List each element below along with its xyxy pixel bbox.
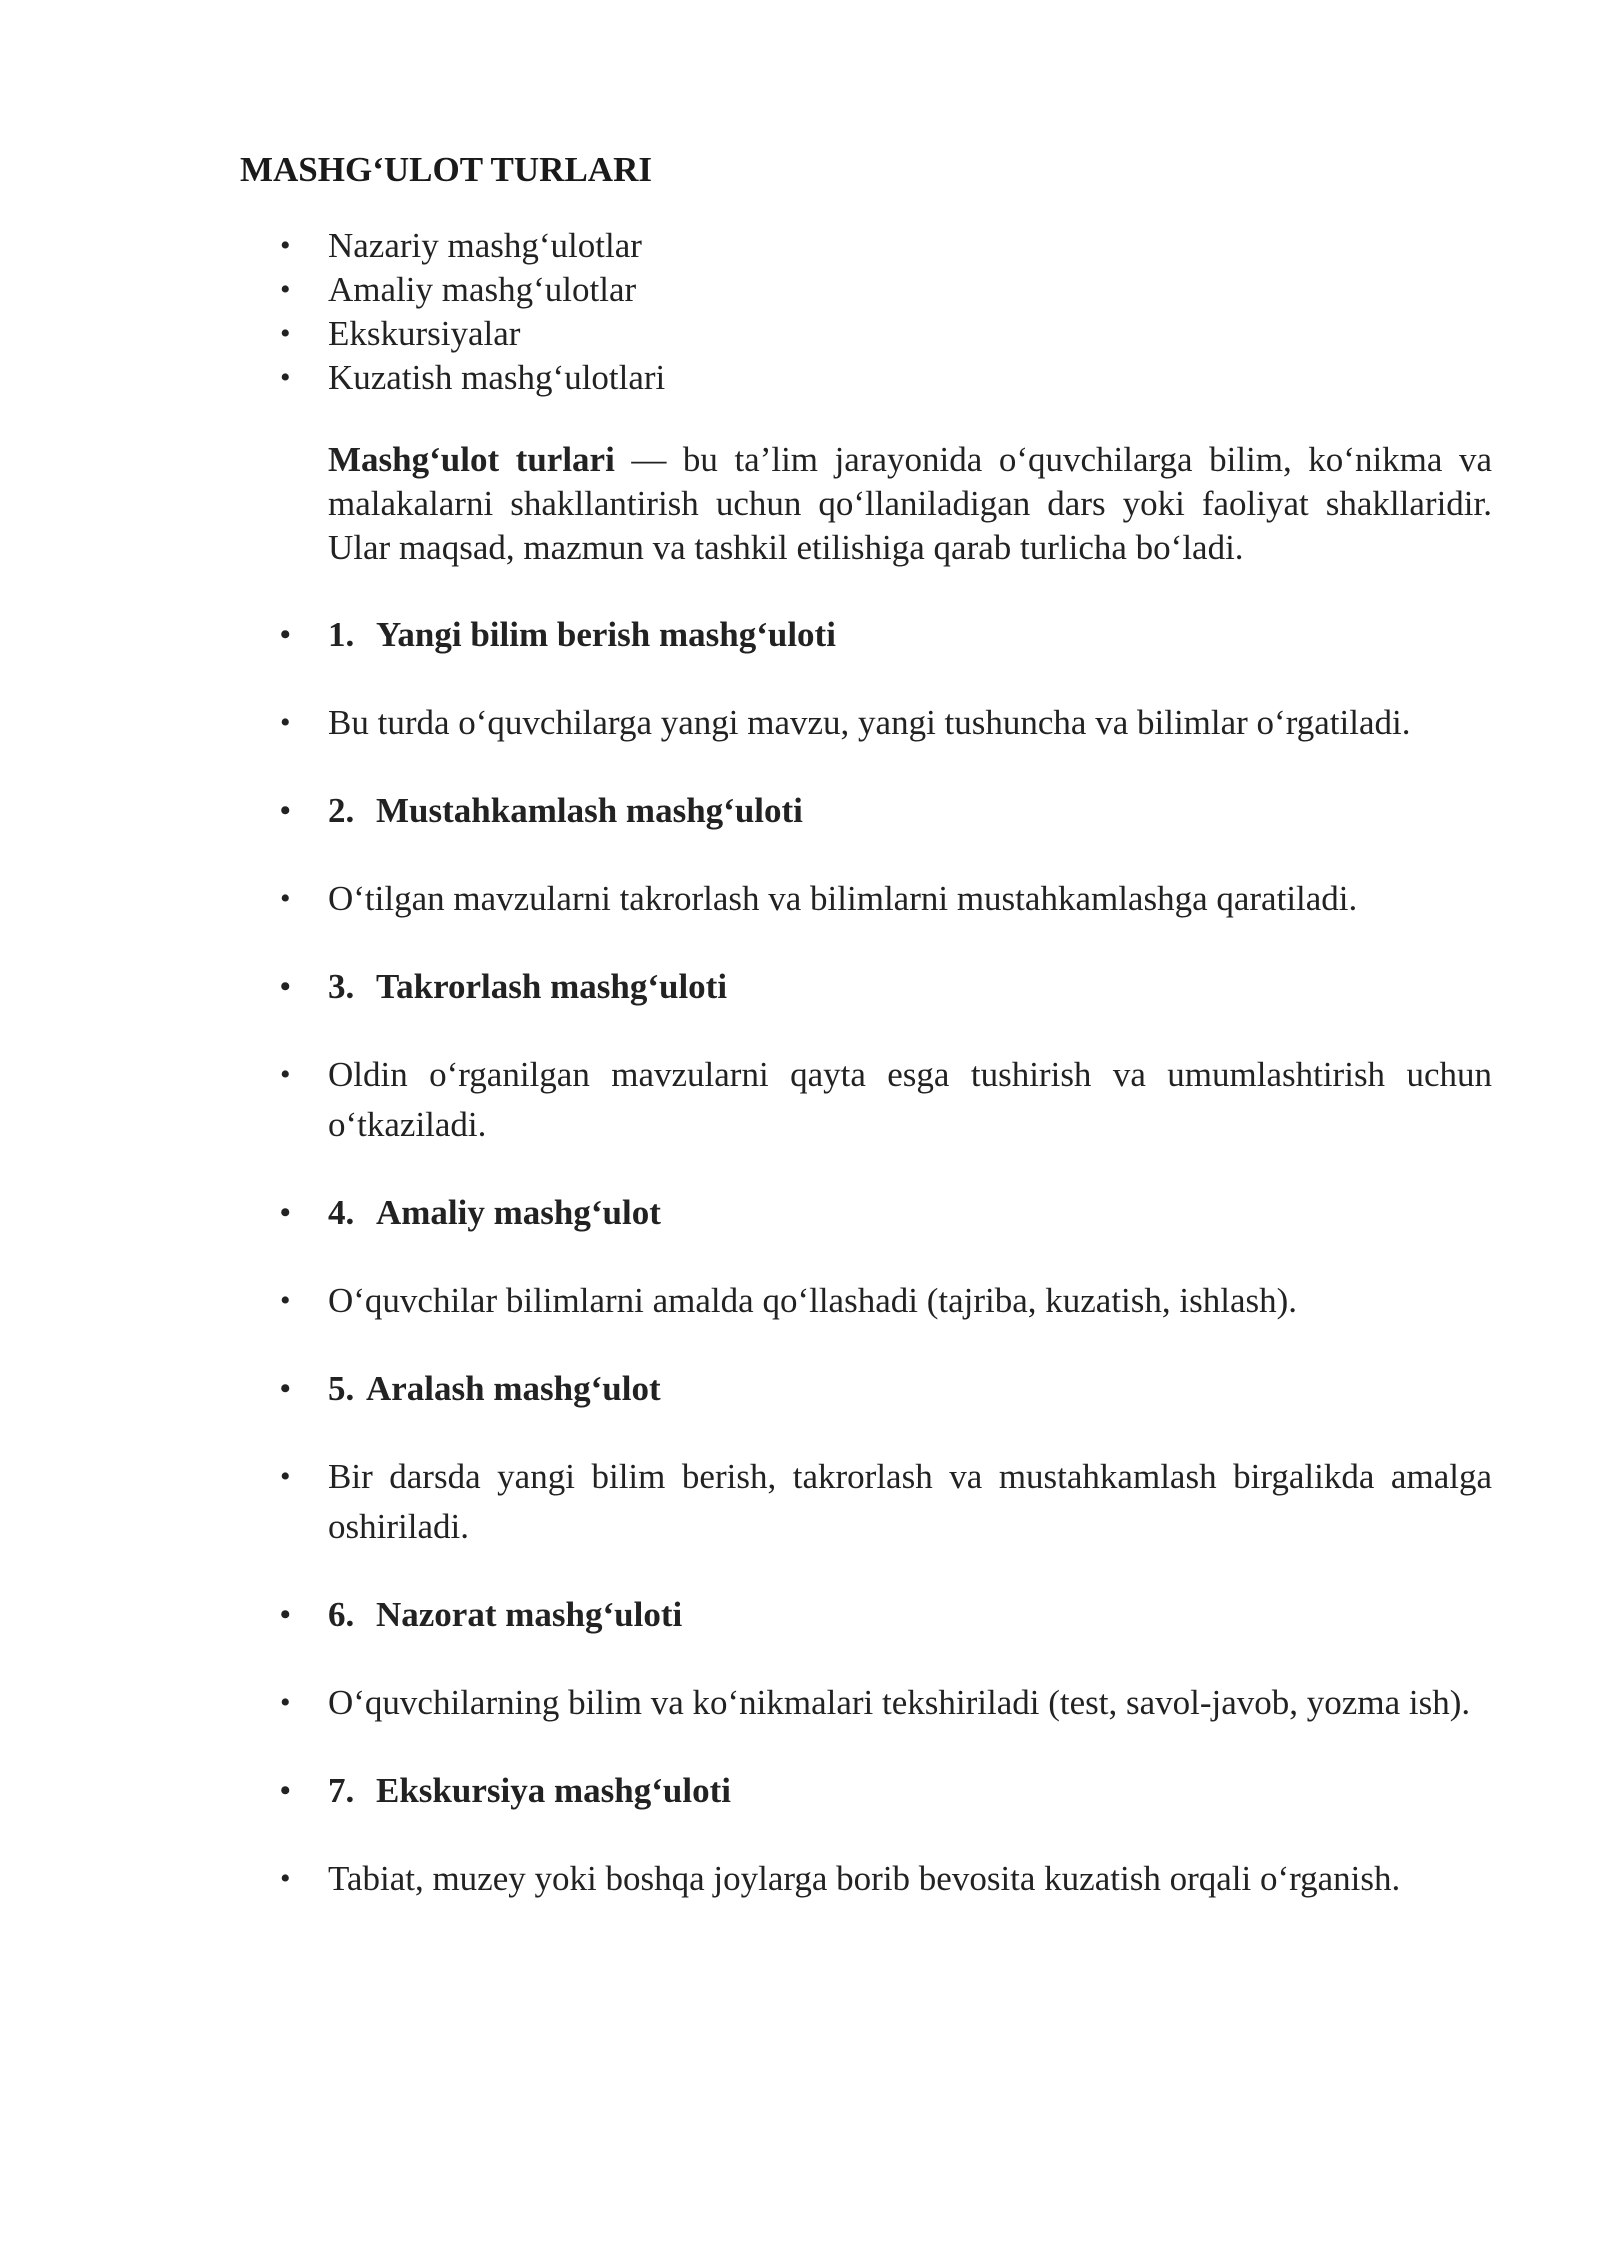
bullet-icon: • (280, 317, 291, 350)
section-number: 6. (328, 1595, 355, 1634)
list-item (240, 312, 1492, 356)
section-heading-text: Nazorat mashg‘uloti (376, 1595, 683, 1634)
section-body-5 (240, 1452, 1492, 1552)
section-number: 7. (328, 1771, 355, 1810)
section-body-text: Bir darsda yangi bilim berish, takrorlash va mustahkamlash birgalikda amalga oshiriladi. (328, 1457, 1492, 1546)
section-body-2 (240, 874, 1492, 924)
section-heading-7 (240, 1766, 1492, 1816)
section-body-7 (240, 1854, 1492, 1904)
bullet-icon: • (280, 1598, 291, 1631)
section-body-3 (240, 1050, 1492, 1150)
list-item (240, 268, 1492, 312)
list-item-text: Ekskursiyalar (328, 314, 521, 353)
bullet-icon: • (280, 1372, 291, 1405)
page-title: MASHG‘ULOT TURLARI (240, 150, 652, 189)
intro-text: — bu ta’lim jarayonida o‘quvchilarga bilim, ko‘nikma va malakalarni shakllantirish uchun qo‘llaniladigan dars yoki faoliyat shakllaridir. Ular maqsad, mazmun va tashkil etilishiga qarab turlicha bo‘ladi. (328, 440, 1493, 567)
bullet-icon: • (280, 1284, 291, 1317)
section-body-text: Oldin o‘rganilgan mavzularni qayta esga tushirish va umumlashtirish uchun o‘tkaziladi. (328, 1055, 1492, 1144)
section-heading-text: Takrorlash mashg‘uloti (376, 967, 728, 1006)
bullet-icon: • (280, 618, 291, 651)
section-heading-text: Ekskursiya mashg‘uloti (376, 1771, 731, 1810)
intro-term: Mashg‘ulot turlari (328, 440, 615, 479)
bullet-icon: • (280, 273, 291, 306)
section-heading-1 (240, 610, 1492, 660)
list-item (240, 356, 1492, 400)
section-number: 3. (328, 967, 355, 1006)
section-heading-5 (240, 1364, 1492, 1414)
section-heading-3 (240, 962, 1492, 1012)
section-heading-6 (240, 1590, 1492, 1640)
list-item-text: Kuzatish mashg‘ulotlari (328, 358, 666, 397)
bullet-icon: • (280, 1862, 291, 1895)
bullet-icon: • (280, 970, 291, 1003)
bullet-icon: • (280, 882, 291, 915)
section-heading-4 (240, 1188, 1492, 1238)
section-body-text: O‘tilgan mavzularni takrorlash va bilimlarni mustahkamlashga qaratiladi. (328, 879, 1358, 918)
section-number: 5. (328, 1369, 355, 1408)
section-heading-text: Yangi bilim berish mashg‘uloti (376, 615, 836, 654)
bullet-icon: • (280, 706, 291, 739)
section-heading-text: Amaliy mashg‘ulot (376, 1193, 661, 1232)
bullet-icon: • (280, 361, 291, 394)
intro-paragraph (328, 438, 1492, 570)
bullet-icon: • (280, 794, 291, 827)
section-body-6 (240, 1678, 1492, 1728)
bullet-icon: • (280, 229, 291, 262)
section-body-1 (240, 698, 1492, 748)
list-item-text: Amaliy mashg‘ulotlar (328, 270, 637, 309)
section-number: 1. (328, 615, 355, 654)
list-item-text: Nazariy mashg‘ulotlar (328, 226, 642, 265)
bullet-icon: • (280, 1196, 291, 1229)
section-body-text: Bu turda o‘quvchilarga yangi mavzu, yangi tushuncha va bilimlar o‘rgatiladi. (328, 703, 1411, 742)
bullet-icon: • (280, 1774, 291, 1807)
section-heading-2 (240, 786, 1492, 836)
bullet-icon: • (280, 1058, 291, 1091)
bullet-icon: • (280, 1686, 291, 1719)
section-number: 4. (328, 1193, 355, 1232)
section-body-text: O‘quvchilarning bilim va ko‘nikmalari tekshiriladi (test, savol-javob, yozma ish). (328, 1683, 1471, 1722)
section-body-text: Tabiat, muzey yoki boshqa joylarga borib bevosita kuzatish orqali o‘rganish. (328, 1859, 1401, 1898)
list-item (240, 224, 1492, 268)
section-body-4 (240, 1276, 1492, 1326)
section-heading-text: Aralash mashg‘ulot (366, 1369, 661, 1408)
section-number: 2. (328, 791, 355, 830)
document-page (240, 148, 1492, 1904)
sections (240, 610, 1492, 1904)
section-body-text: O‘quvchilar bilimlarni amalda qo‘llashadi (tajriba, kuzatish, ishlash). (328, 1281, 1298, 1320)
section-heading-text: Mustahkamlash mashg‘uloti (376, 791, 803, 830)
bullet-icon: • (280, 1460, 291, 1493)
types-list (240, 224, 1492, 400)
